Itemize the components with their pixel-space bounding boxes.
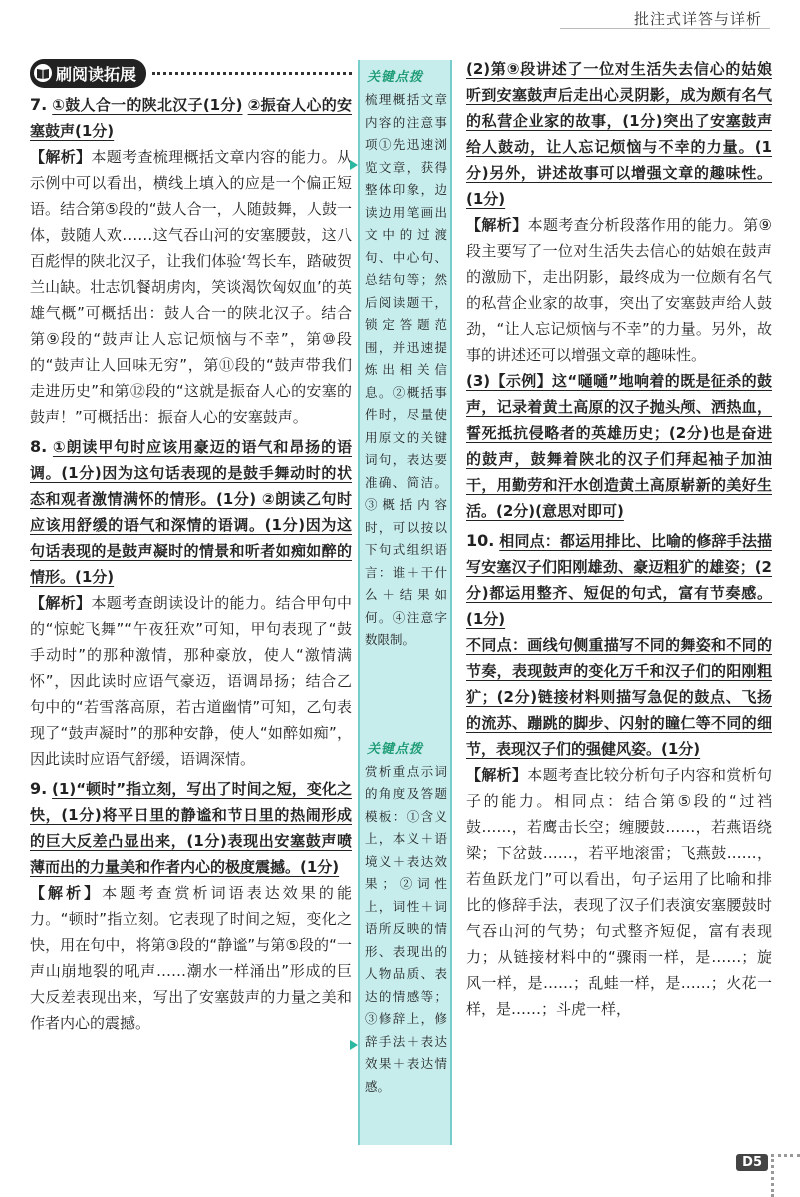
q7-analysis-tag: 【解析】 xyxy=(30,148,92,166)
q9-answer1 xyxy=(30,776,352,880)
section-title-label: 刷阅读拓展 xyxy=(56,64,137,84)
tip-2-body: 赏析重点示词的角度及答题模板：①含义上，本义＋语境义＋表达效果；②词性上，词性＋词语所反映的情形、表现出的人物品质、表达的情感等；③修辞上，修辞手法＋表达效果＋表达情感。 xyxy=(365,763,447,1094)
page-number: D5 xyxy=(736,1154,768,1171)
page-header-title: 批注式详答与详析 xyxy=(633,10,762,28)
q7-answer2: ②振奋人心的安塞鼓声 xyxy=(30,96,352,140)
book-icon xyxy=(34,64,52,82)
q9-analysis1-tag: 【解析】 xyxy=(30,884,103,902)
q8-analysis-tag: 【解析】 xyxy=(30,594,92,612)
q7-answer xyxy=(30,92,352,144)
q7-score1: (1分) xyxy=(202,96,243,114)
q8-number: 8. xyxy=(30,437,48,456)
q9-answer3-text: (3)【示例】这“嗵嗵”地响着的既是征杀的鼓声，记录着黄土高原的汉子抛头颅、洒热血，誓死抵抗侵略者的英雄历史；(2分)也是奋进的鼓声，鼓舞着陕北的汉子们拜起袖子加油干，用勤劳和汗水创造黄土高原崭新的美好生活。(2分)(意思对即可) xyxy=(466,372,772,520)
q8-analysis-text: 本题考查朗读设计的能力。结合甲句中的“惊蛇飞舞”“午夜狂欢”可知，甲句表现了“鼓手动时”的那种激情，那种豪放，使人“激情满怀”，因此读时应语气豪迈，语调昂扬；结合乙句中的“若雪落高原，若古道幽情”可知，乙句表现了“鼓声凝时”的那种安静，使人“如醉如痴”，因此读时应语气舒缓，语调深情。 xyxy=(30,594,352,768)
q10-same xyxy=(466,528,772,632)
q10-same-text: 相同点：都运用排比、比喻的修辞手法描写安塞汉子们阳刚雄劲、豪迈粗犷的雄姿；(2分)都运用整齐、短促的句式，富有节奏感。(1分) xyxy=(466,532,772,628)
q10-diff xyxy=(466,632,772,762)
q9-analysis1 xyxy=(30,880,352,1036)
q8-answer xyxy=(30,434,352,590)
q9-answer2-text: (2)第⑨段讲述了一位对生活失去信心的姑娘听到安塞鼓声后走出心灵阴影，成为颇有名气的私营企业家的故事，(1分)突出了安塞鼓声给人鼓动，让人忘记烦恼与不幸的力量。(1分)另外，讲述故事可以增强文章的趣味性。(1分) xyxy=(466,60,772,208)
q8-analysis xyxy=(30,590,352,772)
tip-2-pointer-icon xyxy=(350,1040,358,1050)
q7-analysis-text: 本题考查梳理概括文章内容的能力。从示例中可以看出，横线上填入的应是一个偏正短语。结合第⑤段的“鼓人合一，人随鼓舞，人鼓一体，鼓随人欢……这气吞山河的安塞腰鼓，这八百彪悍的陕北汉子，让我们体验‘驾长车，踏破贺兰山缺。壮志饥餐胡虏肉，笑谈渴饮匈奴血’的英雄气概”可概括出：鼓人合一的陕北汉子。结合第⑨段的“鼓声让人忘记烦恼与不幸”，第⑩段的“鼓声让人回味无穷”，第⑪段的“鼓声带我们走进历史”和第⑫段的“这就是振奋人心的安塞的鼓声！”可概括出：振奋人心的安塞鼓声。 xyxy=(30,148,352,426)
section-title xyxy=(30,58,352,88)
q9-analysis2 xyxy=(466,212,772,368)
q10-analysis-tag: 【解析】 xyxy=(466,766,528,784)
tip-1-body: 梳理概括文章内容的注意事项①先迅速浏览文章，获得整体印象，边读边用笔画出文中的过渡句、中心句、总结句等；然后阅读题干，锁定答题范围，并迅速提炼出相关信息。②概括事件时，尽量使用原文的关键词句，表达要准确、简洁。③概括内容时，可以按以下句式组织语言：谁＋干什么＋结果如何。④注意字数限制。 xyxy=(365,92,447,647)
q9-answer2 xyxy=(466,56,772,212)
q9-answer1-text: (1)“顿时”指立刻，写出了时间之短，变化之快，(1分)将平日里的静谧和节日里的热闹形成的巨大反差凸显出来，(1分)表现出安塞鼓声喷薄而出的力量美和作者内心的极度震撼。(1分) xyxy=(30,780,352,876)
q9-analysis2-text: 本题考查分析段落作用的能力。第⑨段主要写了一位对生活失去信心的姑娘在鼓声的激励下，走出阴影，最终成为一位颇有名气的私营企业家的故事，突出了安塞鼓声给人鼓劲，“让人忘记烦恼与不幸”的力量。另外，故事的讲述还可以增强文章的趣味性。 xyxy=(466,216,772,364)
tip-block-2 xyxy=(363,738,447,1099)
q7-analysis xyxy=(30,144,352,430)
q10-diff-text: 不同点：画线句侧重描写不同的舞姿和不同的节奏，表现鼓声的变化万千和汉子们的阳刚粗犷；(2分)链接材料则描写急促的鼓点、飞扬的流苏、蹦跳的脚步、闪射的瞳仁等不同的细节，表现汉子们的强健风姿。(1分) xyxy=(466,636,772,758)
tip-2-heading: 关键点拨 xyxy=(367,741,424,757)
q9-analysis1-text: 本题考查赏析词语表达效果的能力。“顿时”指立刻。它表现了时间之短，变化之快，用在句中，将第③段的“静谧”与第⑤段的“一声山崩地裂的吼声……潮水一样涌出”形成的巨大反差表现出来，写出了安塞鼓声的力量之美和作者内心的震撼。 xyxy=(30,884,352,1032)
q8-answer-text: ①朗读甲句时应该用豪迈的语气和昂扬的语调。(1分)因为这句话表现的是鼓手舞动时的状态和观者激情满怀的情形。(1分) ②朗读乙句时应该用舒缓的语气和深情的语调。(1分)因为这句话表现的是鼓声凝时的情景和听者如痴如醉的情形。(1分) xyxy=(30,438,352,586)
tip-1-pointer-icon xyxy=(350,160,358,170)
q10-analysis xyxy=(466,762,772,1022)
q7-number: 7. xyxy=(30,95,48,114)
left-column xyxy=(30,58,352,1036)
q10-number: 10. xyxy=(466,531,495,550)
right-column xyxy=(466,56,772,1022)
q9-answer3 xyxy=(466,368,772,524)
tip-block-1 xyxy=(363,66,447,652)
corner-dots xyxy=(771,1154,800,1197)
q10-analysis-text: 本题考查比较分析句子内容和赏析句子的能力。相同点：结合第⑤段的“过裆鼓……，若鹰击长空；缠腰鼓……，若燕语绕梁；下岔鼓……，若平地滚雷；飞燕鼓……，若鱼跃龙门”可以看出，句子运用了比喻和排比的修辞手法，表现了汉子们表演安塞腰鼓时气吞山河的气势；句式整齐短促，富有表现力；从链接材料中的“骤雨一样，是……；旋风一样，是……；乱蛙一样，是……；火花一样，是……；斗虎一样， xyxy=(466,766,772,1018)
tips-column xyxy=(358,60,452,1145)
q9-number: 9. xyxy=(30,779,48,798)
title-dotted-line xyxy=(152,72,352,75)
header-divider xyxy=(560,28,770,29)
section-badge xyxy=(30,59,146,88)
tip-1-heading: 关键点拨 xyxy=(367,70,424,85)
q9-analysis2-tag: 【解析】 xyxy=(466,216,528,234)
q7-answer1: ①鼓人合一的陕北汉子 xyxy=(52,96,203,114)
q7-score2: (1分) xyxy=(75,122,115,140)
